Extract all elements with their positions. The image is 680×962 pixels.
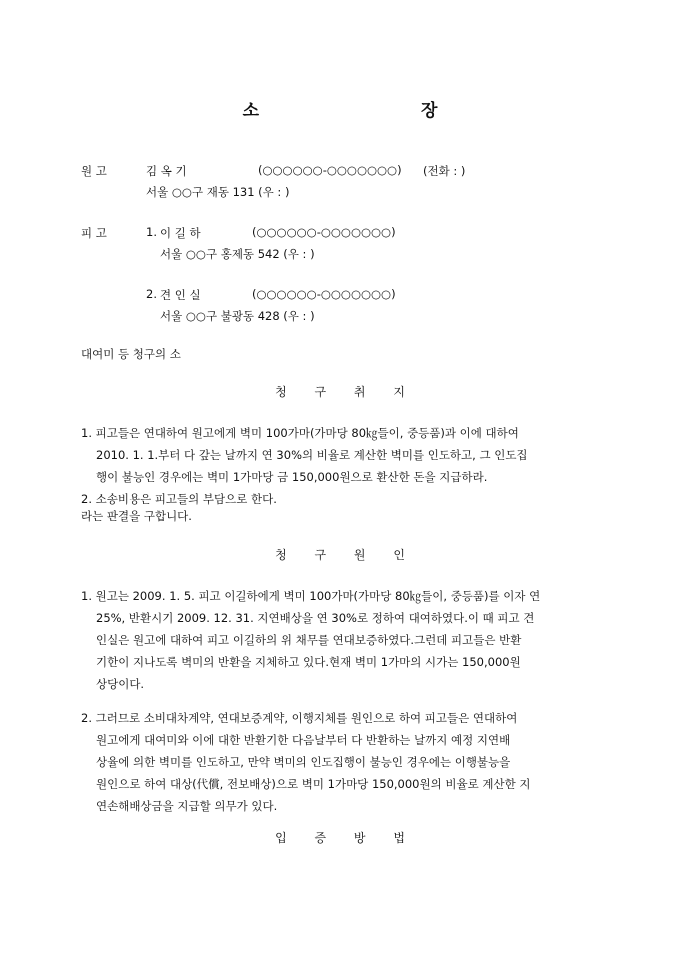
claim-cause-item-2 — [81, 707, 601, 817]
defendant-2-name: 견 인 실 — [160, 288, 201, 302]
text-line: 연손해배상금을 지급할 의무가 있다. — [96, 799, 278, 813]
plaintiff-phone: (전화 : ) — [423, 164, 466, 178]
text-line: 원고에게 대여미와 이에 대한 반환기한 다음날부터 다 반환하는 날까지 예정 지연배 — [96, 733, 511, 747]
text-line: 행이 불능인 경우에는 벽미 1가마당 금 150,000원으로 환산한 돈을 지급하라. — [96, 470, 488, 484]
text-line: 기한이 지나도록 벽미의 반환을 지체하고 있다.현재 벽미 1가마의 시가는 150,000원 — [96, 655, 521, 669]
claim-purpose-heading: 청 구 취 지 — [275, 385, 417, 399]
defendant-2-id: (○○○○○○-○○○○○○○) — [252, 287, 396, 301]
defendant-2-address: 서울 ○○구 불광동 428 (우 : ) — [160, 309, 315, 323]
claim-purpose-closing: 라는 판결을 구합니다. — [81, 509, 192, 523]
text-line: 1. 원고는 2009. 1. 5. 피고 이길하에게 벽미 100가마(가마당 80㎏들이, 중등품)를 이자 연 — [81, 589, 541, 603]
defendant-1-name: 이 길 하 — [160, 226, 201, 240]
defendant-1-number: 1. — [146, 225, 157, 239]
defendant-1-id: (○○○○○○-○○○○○○○) — [252, 225, 396, 239]
claim-purpose-item-1 — [81, 422, 601, 488]
text-line: 25%, 반환시기 2009. 12. 31. 지연배상을 연 30%로 정하여 대여하였다.이 때 피고 견 — [96, 611, 535, 625]
text-line: 2010. 1. 1.부터 다 갚는 날까지 연 30%의 비율로 계산한 벽미를 인도하고, 그 인도집 — [96, 448, 528, 462]
defendant-2-number: 2. — [146, 287, 157, 301]
plaintiff-id: (○○○○○○-○○○○○○○) — [258, 163, 402, 177]
claim-purpose-item-2 — [81, 488, 601, 510]
document-title: 소 장 — [242, 101, 516, 121]
text-line: 상당이다. — [96, 677, 145, 691]
defendant-1-address: 서울 ○○구 홍제동 542 (우 : ) — [160, 247, 315, 261]
case-name: 대여미 등 청구의 소 — [81, 347, 181, 361]
claim-cause-heading: 청 구 원 인 — [275, 548, 417, 562]
text-line: 2. 소송비용은 피고들의 부담으로 한다. — [81, 492, 277, 506]
text-line: 2. 그러므로 소비대차계약, 연대보증계약, 이행지체를 원인으로 하여 피고들은 연대하여 — [81, 711, 518, 725]
plaintiff-label: 원 고 — [81, 164, 107, 178]
evidence-heading: 입 증 방 법 — [275, 831, 417, 845]
text-line: 1. 피고들은 연대하여 원고에게 벽미 100가마(가마당 80㎏들이, 중등품)과 이에 대하여 — [81, 426, 519, 440]
defendant-label: 피 고 — [81, 226, 107, 240]
plaintiff-address: 서울 ○○구 재동 131 (우 : ) — [146, 185, 290, 199]
text-line: 인실은 원고에 대하여 피고 이길하의 위 채무를 연대보증하였다.그런데 피고들은 반환 — [96, 633, 522, 647]
text-line: 원인으로 하여 대상(代償, 전보배상)으로 벽미 1가마당 150,000원의 비율로 계산한 지 — [96, 777, 531, 791]
plaintiff-name: 김 옥 기 — [146, 164, 187, 178]
claim-cause-item-1 — [81, 585, 601, 695]
text-line: 상율에 의한 벽미를 인도하고, 만약 벽미의 인도집행이 불능인 경우에는 이행불능을 — [96, 755, 511, 769]
